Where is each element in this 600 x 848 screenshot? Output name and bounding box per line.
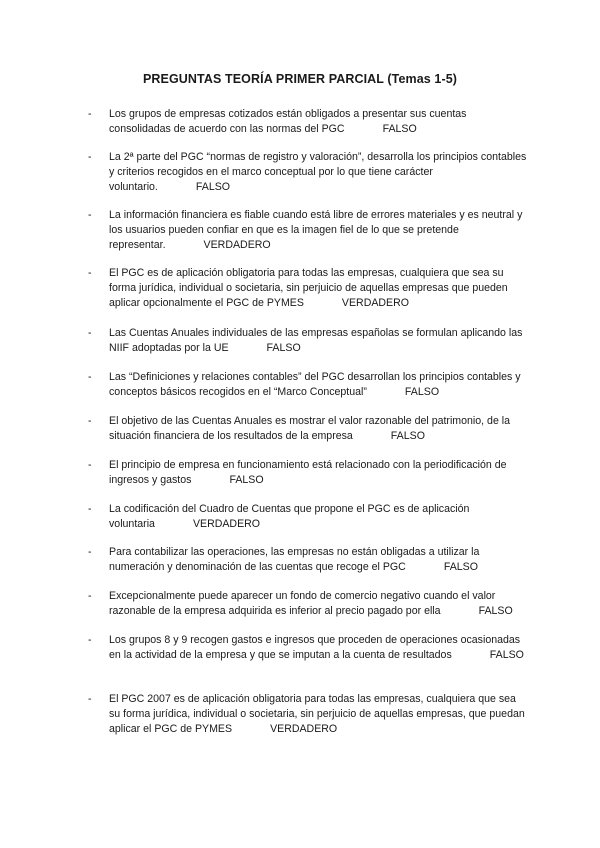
bullet-dash: - bbox=[88, 459, 92, 471]
bullet-dash: - bbox=[88, 108, 92, 120]
question-text: El PGC 2007 es de aplicación obligatoria para todas las empresas, cualquiera que sea su forma jurídica, individual o societaria, sin perjuicio de aquellas empresas, que puedan aplicar el PGC de PYMES bbox=[109, 693, 525, 735]
question-text: Las Cuentas Anuales individuales de las empresas españolas se formulan aplicando las NIIF adoptadas por la UE bbox=[109, 327, 523, 354]
question-item bbox=[88, 208, 528, 253]
question-item bbox=[88, 326, 528, 356]
bullet-dash: - bbox=[88, 327, 92, 339]
bullet-dash: - bbox=[88, 209, 92, 221]
bullet-dash: - bbox=[88, 634, 92, 646]
question-text: El PGC es de aplicación obligatoria para todas las empresas, cualquiera que sea su forma jurídica, individual o societaria, sin perjuicio de aquellas empresas que pueden aplicar opcionalmente el PGC de PYMES bbox=[109, 267, 508, 309]
question-text: Los grupos de empresas cotizados están obligados a presentar sus cuentas consolidadas de acuerdo con las normas del PGC bbox=[109, 108, 467, 135]
question-text: La información financiera es fiable cuando está libre de errores materiales y es neutral y los usuarios pueden confiar en que es la imagen fiel de lo que se pretende representar. bbox=[109, 209, 523, 251]
page-title: PREGUNTAS TEORÍA PRIMER PARCIAL (Temas 1-5) bbox=[142, 72, 458, 86]
bullet-dash: - bbox=[88, 503, 92, 515]
question-text: La 2ª parte del PGC “normas de registro y valoración”, desarrolla los principios contables y criterios recogidos en el marco conceptual por lo que tiene carácter voluntario. bbox=[109, 151, 527, 193]
answer-label: VERDADERO bbox=[192, 518, 261, 530]
bullet-dash: - bbox=[88, 546, 92, 558]
answer-label: FALSO bbox=[390, 430, 425, 442]
answer-label: FALSO bbox=[229, 474, 264, 486]
question-item bbox=[88, 107, 528, 137]
question-text: Los grupos 8 y 9 recogen gastos e ingresos que proceden de operaciones ocasionadas en la actividad de la empresa y que se imputan a la cuenta de resultados bbox=[109, 634, 521, 661]
question-item bbox=[88, 150, 528, 195]
answer-label: FALSO bbox=[266, 342, 301, 354]
question-text: El principio de empresa en funcionamiento está relacionado con la periodificación de ingresos y gastos bbox=[109, 459, 507, 486]
question-item bbox=[88, 370, 528, 400]
bullet-dash: - bbox=[88, 151, 92, 163]
answer-label: FALSO bbox=[489, 649, 524, 661]
answer-label: FALSO bbox=[478, 605, 513, 617]
question-text: Excepcionalmente puede aparecer un fondo de comercio negativo cuando el valor razonable de la empresa adquirida es inferior al precio pagado por ella bbox=[109, 590, 496, 617]
question-text: Para contabilizar las operaciones, las empresas no están obligadas a utilizar la numeración y denominación de las cuentas que recoge el PGC bbox=[109, 546, 480, 573]
question-item bbox=[88, 545, 528, 575]
question-item bbox=[88, 633, 528, 663]
question-text: El objetivo de las Cuentas Anuales es mostrar el valor razonable del patrimonio, de la situación financiera de los resultados de la empresa bbox=[109, 415, 511, 442]
answer-label: FALSO bbox=[443, 561, 478, 573]
answer-label: VERDADERO bbox=[341, 297, 410, 309]
question-item bbox=[88, 502, 528, 532]
question-item bbox=[88, 414, 528, 444]
question-item bbox=[88, 692, 528, 737]
question-item bbox=[88, 458, 528, 488]
answer-label: FALSO bbox=[195, 181, 231, 193]
bullet-dash: - bbox=[88, 267, 92, 279]
answer-label: FALSO bbox=[382, 123, 417, 135]
bullet-dash: - bbox=[88, 415, 92, 427]
bullet-dash: - bbox=[88, 371, 92, 383]
question-item bbox=[88, 589, 528, 619]
question-item bbox=[88, 266, 528, 311]
question-text: Las “Definiciones y relaciones contables” del PGC desarrollan los principios contables y conceptos básicos recogidos en el “Marco Conceptual” bbox=[109, 371, 521, 398]
answer-label: FALSO bbox=[404, 386, 440, 398]
bullet-dash: - bbox=[88, 693, 92, 705]
answer-label: VERDADERO bbox=[203, 239, 271, 251]
question-text: La codificación del Cuadro de Cuentas que propone el PGC es de aplicación voluntaria bbox=[109, 503, 470, 530]
bullet-dash: - bbox=[88, 590, 92, 602]
answer-label: VERDADERO bbox=[270, 723, 338, 735]
